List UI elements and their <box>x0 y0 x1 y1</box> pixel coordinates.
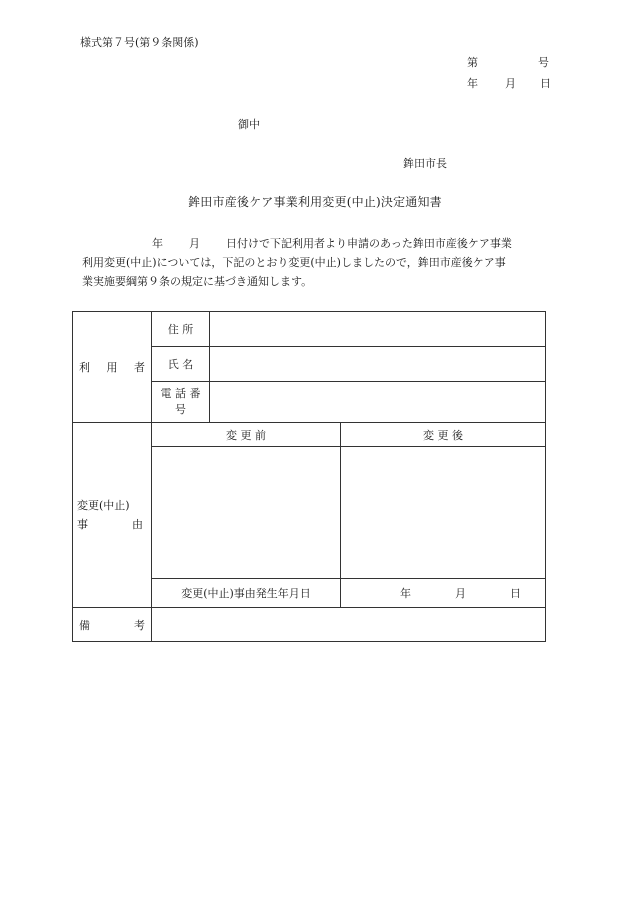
occurrence-date-label: 変更(中止)事由発生年月日 <box>152 579 341 608</box>
user-label-char-1: 利 <box>79 361 90 374</box>
occurrence-year: 年 <box>400 587 411 600</box>
phone-field[interactable] <box>210 382 546 423</box>
occurrence-month: 月 <box>455 587 466 600</box>
user-label-char-2: 用 <box>106 361 118 374</box>
document-number-suffix: 号 <box>538 56 549 69</box>
addressee: 御中 <box>238 118 260 131</box>
issue-date-year: 年 <box>467 77 478 90</box>
form-table <box>72 311 546 642</box>
body-text <box>82 234 552 291</box>
address-label: 住 所 <box>152 312 210 347</box>
phone-label: 電 話 番 号 <box>152 382 210 423</box>
body-line-3: 業実施要綱第９条の規定に基づき通知します。 <box>82 275 313 288</box>
remarks-label-char-2: 考 <box>134 618 145 632</box>
after-change-header: 変 更 後 <box>341 423 546 447</box>
body-line-2: 利用変更(中止)については，下記のとおり変更(中止)しましたので，鉾田市産後ケア事 <box>82 256 506 269</box>
occurrence-day: 日 <box>510 587 521 600</box>
name-field[interactable] <box>210 347 546 382</box>
occurrence-date-field[interactable] <box>341 579 546 608</box>
issue-date-month: 月 <box>505 77 516 90</box>
reason-label-cell <box>73 423 152 608</box>
remarks-row <box>73 608 546 642</box>
remarks-field[interactable] <box>152 608 546 642</box>
document-number-label: 第 <box>467 56 478 69</box>
name-label: 氏 名 <box>152 347 210 382</box>
document-title: 鉾田市産後ケア事業利用変更(中止)決定通知書 <box>188 195 442 209</box>
after-change-field[interactable] <box>341 447 546 579</box>
body-year: 年 <box>152 237 163 250</box>
before-change-header: 変 更 前 <box>152 423 341 447</box>
user-label-char-3: 者 <box>134 361 145 374</box>
body-line-1 <box>82 234 552 253</box>
address-row <box>73 312 546 347</box>
address-field[interactable] <box>210 312 546 347</box>
issue-date-day: 日 <box>540 77 551 90</box>
reason-label-char-1: 事 <box>77 518 88 531</box>
sender: 鉾田市長 <box>403 157 447 170</box>
body-line-1-rest: 日付けで下記利用者より申請のあった鉾田市産後ケア事業 <box>226 237 512 250</box>
before-change-field[interactable] <box>152 447 341 579</box>
user-label-cell <box>73 312 152 423</box>
remarks-label-cell <box>73 608 152 642</box>
body-month: 月 <box>189 237 200 250</box>
form-number: 様式第７号(第９条関係) <box>80 36 199 49</box>
reason-label-line-1: 変更(中止) <box>77 499 130 512</box>
change-header-row <box>73 423 546 447</box>
reason-label-char-2: 由 <box>132 518 143 531</box>
remarks-label-char-1: 備 <box>79 618 90 632</box>
